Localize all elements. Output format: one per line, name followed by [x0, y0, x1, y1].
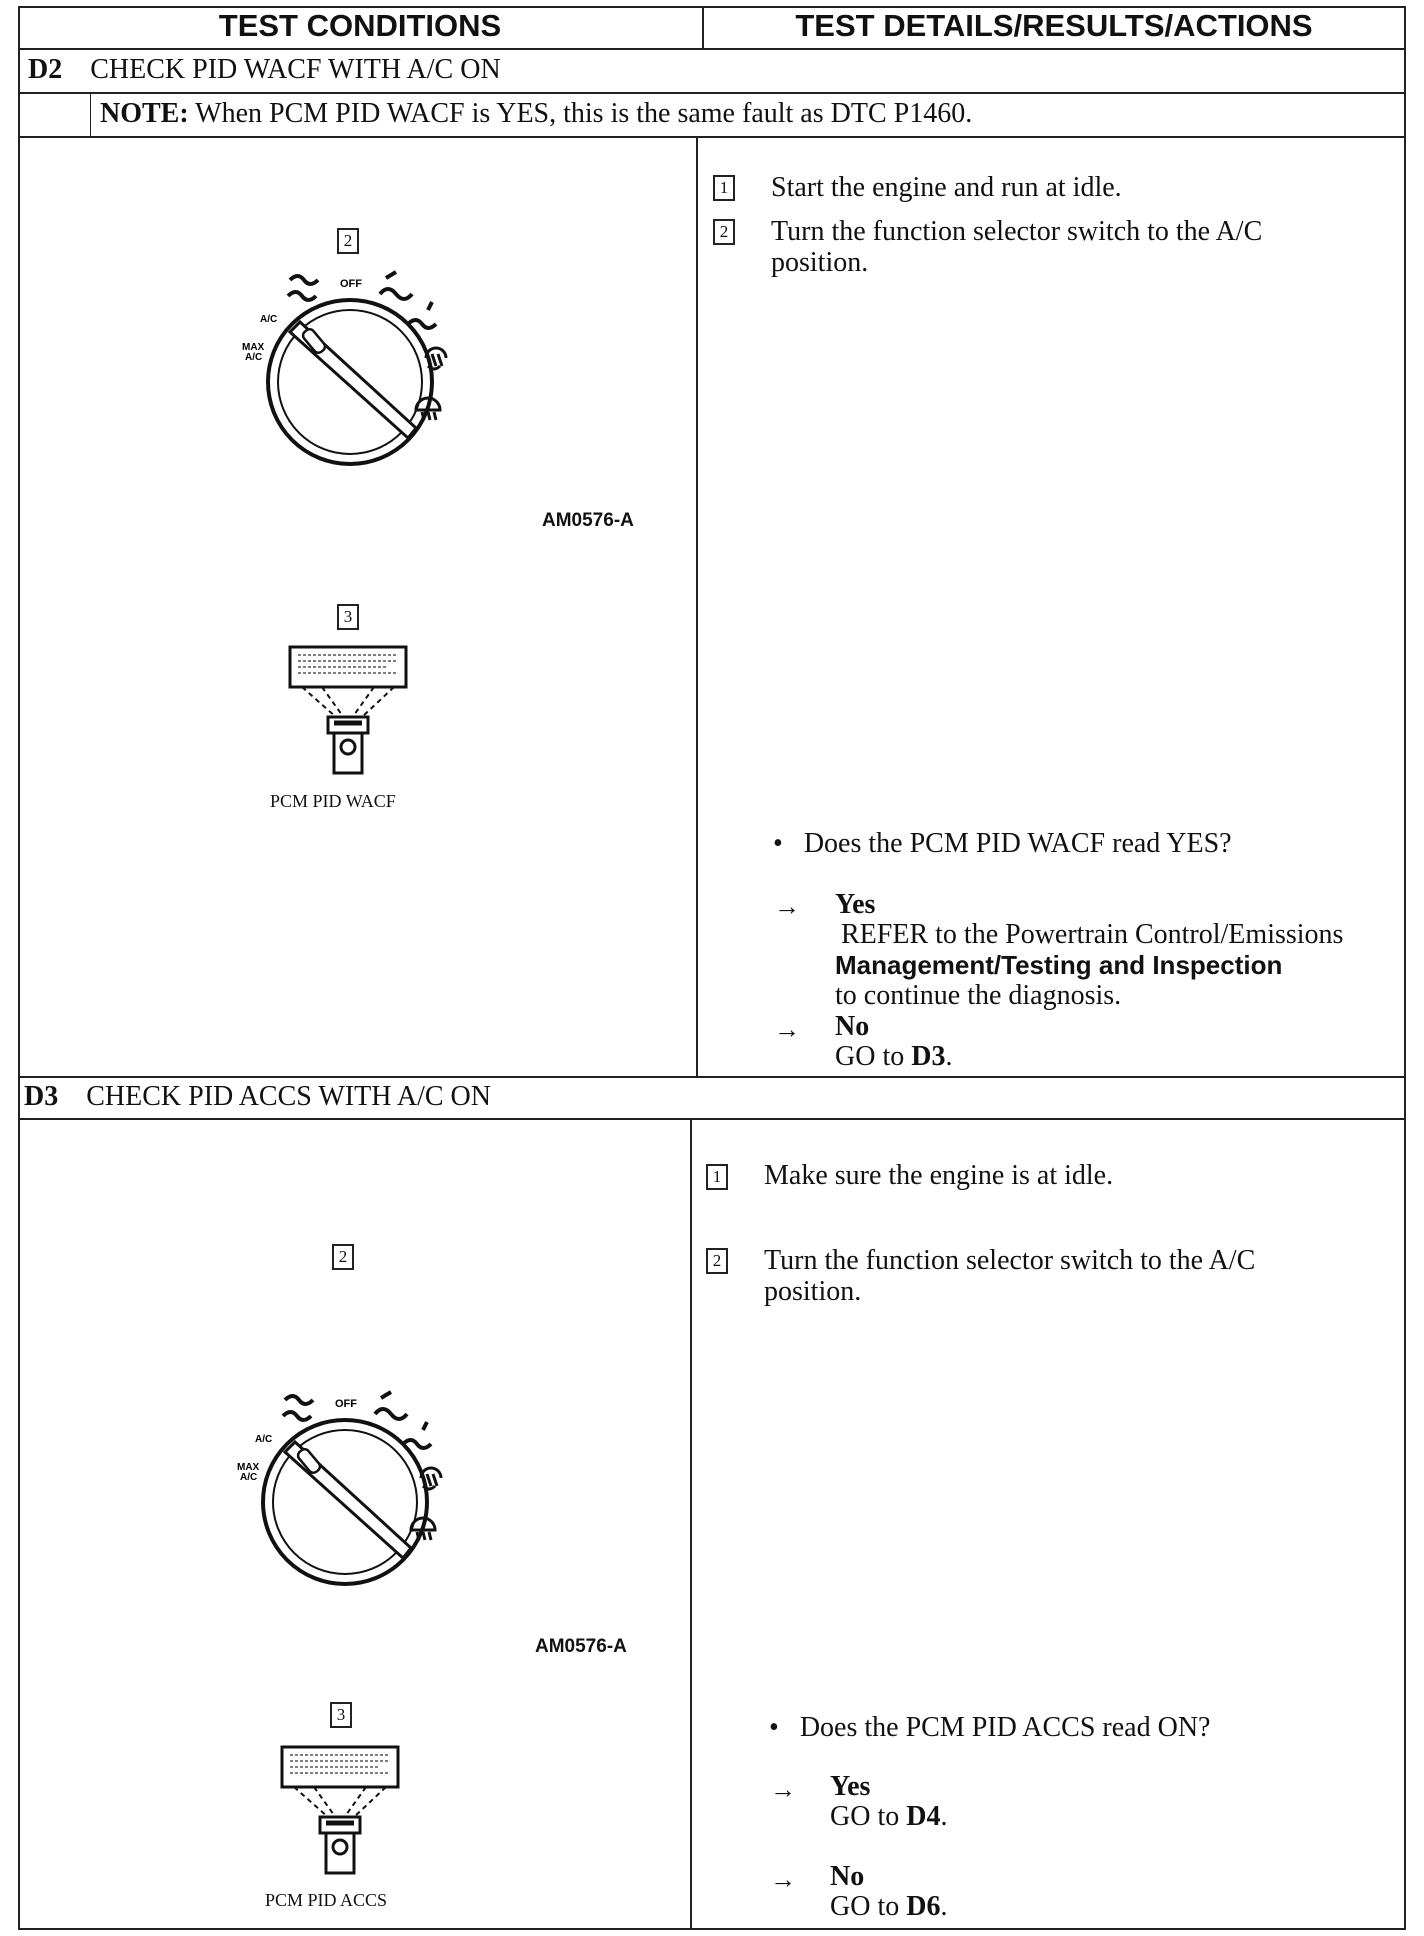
d3-figure-caption: PCM PID ACCS [265, 1890, 388, 1910]
header-test-details: TEST DETAILS/RESULTS/ACTIONS [795, 8, 1313, 43]
d3-figure-code: AM0576-A [535, 1636, 627, 1657]
d3-figure-step-2: 2 [332, 1244, 354, 1270]
d2-no-label: No [835, 1011, 870, 1042]
d2-section-title [28, 54, 501, 86]
rule-d3-title-bottom [18, 1118, 1406, 1120]
d2-step-id: D2 [28, 54, 63, 85]
d3-section-title [24, 1081, 491, 1113]
d2-step-2-box: 2 [713, 219, 735, 245]
d2-yes-line2: Management/Testing and Inspection [835, 950, 1283, 980]
d3-title-text: CHECK PID ACCS WITH A/C ON [86, 1081, 491, 1112]
d3-yes-text: GO to [830, 1801, 907, 1832]
d2-no-target: D3 [911, 1041, 946, 1072]
d3-knob-max-label: MAX [237, 1462, 260, 1473]
rule-d3-divider [690, 1118, 692, 1930]
d2-figure-caption: PCM PID WACF [270, 791, 396, 811]
d2-knob-max-ac-label: A/C [245, 352, 263, 363]
d2-step-1-box: 1 [713, 175, 735, 201]
rule-header-bottom [18, 48, 1406, 50]
d3-no-arrow: → [770, 1865, 796, 1894]
rule-d2-title-bottom [18, 92, 1406, 94]
d2-note [100, 98, 972, 130]
d3-no-text: GO to [830, 1891, 907, 1922]
d2-knob-off-label: OFF [340, 278, 362, 290]
d3-no-answer [830, 1862, 1330, 1922]
d2-figure-step-2: 2 [337, 228, 359, 254]
d3-question-text: Does the PCM PID ACCS read ON? [799, 1712, 1211, 1743]
d2-no-answer [835, 1012, 1335, 1072]
d2-figure-code: AM0576-A [542, 510, 634, 531]
d3-question-bullet: • [769, 1712, 779, 1743]
d3-yes-target: D4 [906, 1801, 941, 1832]
d3-step-2-box: 2 [706, 1248, 728, 1274]
d3-scan-tool-illustration [280, 1745, 400, 1875]
rule-d3-top [18, 1076, 1406, 1078]
d3-knob-off-label: OFF [335, 1398, 357, 1410]
d2-yes-answer [835, 890, 1405, 1011]
d2-question-text: Does the PCM PID WACF read YES? [803, 828, 1232, 859]
d3-yes-label: Yes [830, 1771, 871, 1802]
d2-knob-max-label: MAX [242, 342, 265, 353]
d3-knob-max-ac-label: A/C [240, 1472, 258, 1483]
d3-step-1-text: Make sure the engine is at idle. [764, 1160, 1114, 1191]
d3-knob-ac-label: A/C [255, 1434, 273, 1445]
d2-no-arrow: → [774, 1015, 800, 1044]
d2-function-selector-knob-illustration [230, 262, 470, 472]
d3-yes-answer [830, 1772, 1330, 1832]
rule-note-indent [90, 92, 91, 136]
d3-step-1-box: 1 [706, 1164, 728, 1190]
d2-no-text: GO to [835, 1041, 912, 1072]
d2-knob-ac-label: A/C [260, 314, 278, 325]
d2-scan-tool-illustration [288, 645, 408, 775]
d3-step-id: D3 [24, 1081, 59, 1112]
d2-note-label: NOTE: [100, 98, 189, 129]
d2-step-1-text: Start the engine and run at idle. [771, 172, 1122, 203]
d3-yes-end: . [940, 1801, 948, 1832]
d2-no-end: . [945, 1041, 953, 1072]
d2-yes-line3: to continue the diagnosis. [835, 980, 1122, 1011]
d3-step-2-text: Turn the function selector switch to the A/C position. [764, 1245, 1256, 1307]
d2-yes-label: Yes [835, 889, 876, 920]
rule-d2-note-bottom [18, 136, 1406, 138]
d2-question [773, 828, 1232, 860]
d2-figure-step-3: 3 [337, 604, 359, 630]
d3-question [769, 1712, 1210, 1744]
d3-no-label: No [830, 1861, 865, 1892]
d2-yes-arrow: → [774, 892, 800, 921]
d2-question-bullet: • [773, 828, 783, 859]
d3-no-end: . [940, 1891, 948, 1922]
d2-step-2-text: Turn the function selector switch to the A/C position. [771, 216, 1263, 278]
d3-yes-arrow: → [770, 1775, 796, 1804]
header-test-conditions: TEST CONDITIONS [218, 8, 502, 43]
d2-note-text: When PCM PID WACF is YES, this is the same fault as DTC P1460. [188, 98, 973, 129]
d3-figure-step-3: 3 [330, 1702, 352, 1728]
d3-no-target: D6 [906, 1891, 941, 1922]
d3-function-selector-knob-illustration [225, 1382, 465, 1592]
d2-title-text: CHECK PID WACF WITH A/C ON [90, 54, 501, 85]
d2-yes-line1: REFER to the Powertrain Control/Emissions [841, 919, 1344, 950]
rule-d2-divider [696, 136, 698, 1076]
